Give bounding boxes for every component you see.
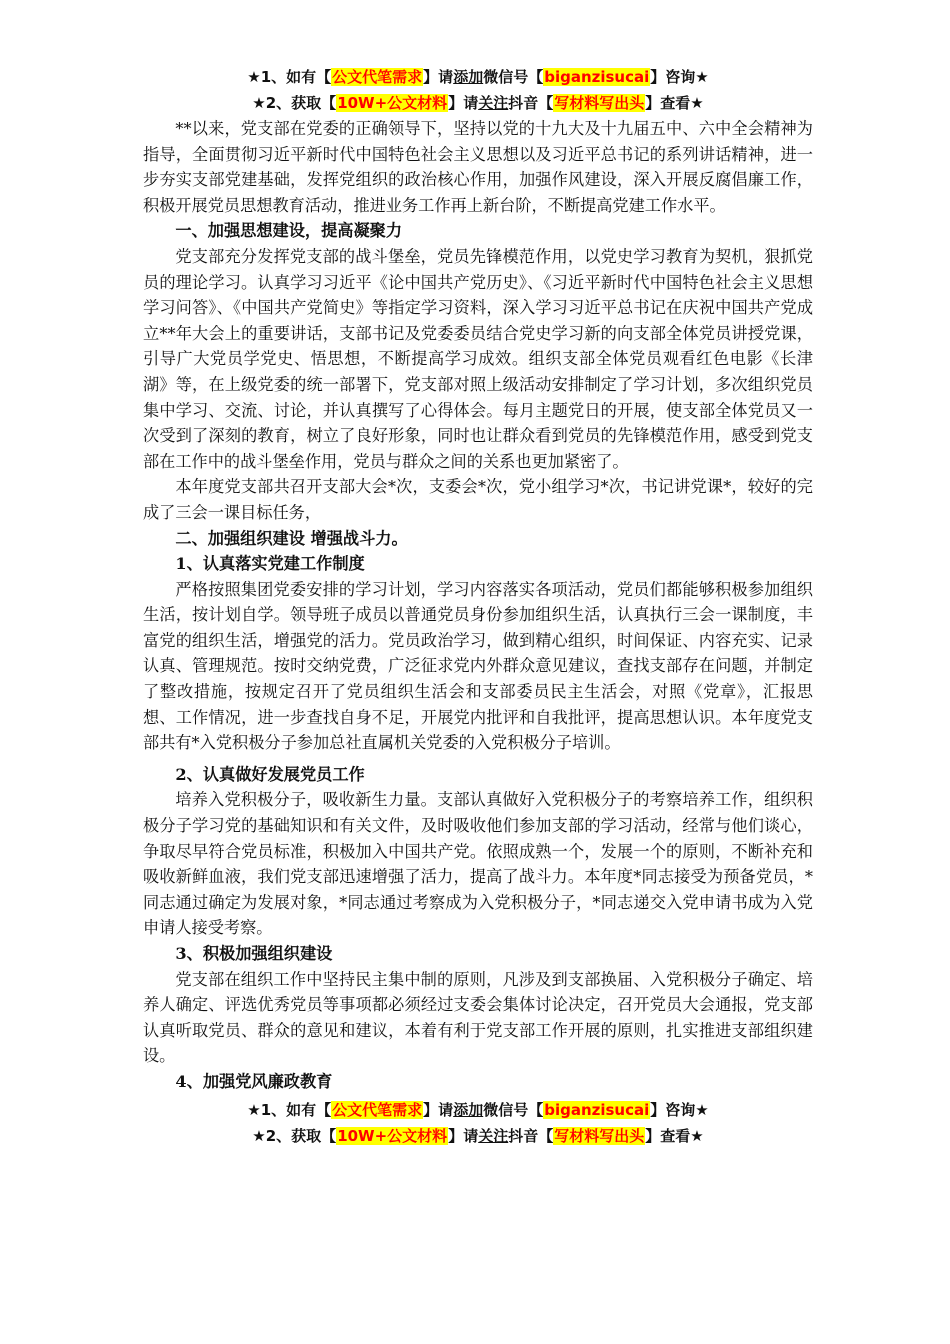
footer-1-highlight-wechat-id: biganzisucai: [544, 1100, 650, 1119]
footer-2-prefix: ★2、获取【: [252, 1126, 337, 1145]
footer-1-prefix: ★1、如有【: [247, 1100, 332, 1119]
subsection-2-paragraph: 培养入党积极分子，吸收新生力量。支部认真做好入党积极分子的考察培养工作，组织积极分子学习党的基础知识和有关文件，及时吸收他们参加支部的学习活动，经常与他们谈心，争取尽早符合党员标准，积极加入中国共产党。依照成熟一个，发展一个的原则，不断补充和吸收新鲜血液，我们党支部迅速增强了活力，提高了战斗力。本年度*同志接受为预备党员，*同志通过确定为发展对象，*同志通过考察成为入党积极分子，*同志递交入党申请书成为入党申请人接受考察。: [143, 790, 813, 938]
banner-2-mid-2: 抖音【: [508, 94, 554, 112]
section-1-paragraph-1: 党支部充分发挥党支部的战斗堡垒，党员先锋模范作用，以党史学习教育为契机，狠抓党员的理论学习。认真学习习近平《论中国共产党历史》、《习近平新时代中国特色社会主义思想学习问答》、《中国共产党简史》等指定学习资料，深入学习习近平总书记在庆祝中国共产党成立**年大会上的重要讲话，支部书记及党委委员结合党史学习新的向支部全体党员讲授党课，引导广大党员学党史、悟思想，不断提高学习成效。组织支部全体党员观看红色电影《长津湖》等，在上级党委的统一部署下，党支部对照上级活动安排制定了学习计划，多次组织党员集中学习、交流、讨论，并认真撰写了心得体会。每月主题党日的开展，使支部全体党员又一次受到了深刻的教育，树立了良好形象，同时也让群众看到党员的先锋模范作用，感受到党支部在工作中的战斗堡垒作用，党员与群众之间的关系也更加紧密了。: [143, 246, 813, 471]
footer-banner-line-1: [143, 1097, 813, 1123]
section-heading-1: 一、加强思想建设，提高凝聚力: [175, 221, 403, 241]
footer-banner: [143, 1097, 813, 1149]
promo-banner-line-2: [143, 90, 813, 116]
banner-1-highlight-service: 公文代笔需求: [332, 68, 423, 86]
banner-1-mid-2: 微信号【: [483, 68, 544, 86]
intro-paragraph: **以来，党支部在党委的正确领导下，坚持以党的十九大及十九届五中、六中全会精神为指导，全面贯彻习近平新时代中国特色社会主义思想以及习近平总书记的系列讲话精神，进一步夯实支部党建基础，发挥党组织的政治核心作用，加强作风建设，深入开展反腐倡廉工作，积极开展党员思想教育活动，推进业务工作再上新台阶，不断提高党建工作水平。: [143, 119, 813, 215]
banner-1-mid: 】请: [423, 68, 454, 86]
banner-2-emphasis: 关注: [478, 94, 509, 112]
promo-banner-line-1: [143, 64, 813, 90]
footer-1-suffix: 】咨询★: [650, 1100, 709, 1119]
subsection-heading-2: 2、认真做好发展党员工作: [175, 764, 365, 784]
footer-2-emphasis: 关注: [478, 1126, 509, 1145]
subsection-heading-1: 1、认真落实党建工作制度: [175, 554, 365, 574]
section-1-paragraph-2: 本年度党支部共召开支部大会*次，支委会*次，党小组学习*次，书记讲党课*，较好的完成了三会一课目标任务，: [143, 477, 813, 522]
banner-1-emphasis: 添加: [453, 68, 484, 86]
subsection-heading-3: 3、积极加强组织建设: [175, 944, 333, 963]
footer-2-mid: 】请: [448, 1126, 479, 1145]
banner-2-highlight-account: 写材料写出头: [554, 94, 645, 112]
footer-2-highlight-account: 写材料写出头: [554, 1126, 645, 1145]
footer-1-mid-2: 微信号【: [483, 1100, 544, 1119]
subsection-heading-4: 4、加强党风廉政教育: [175, 1071, 333, 1091]
banner-1-suffix: 】咨询★: [650, 68, 709, 86]
document-page: [143, 64, 813, 1149]
document-body: [143, 116, 813, 1095]
banner-2-highlight-materials: 10W+公文材料: [337, 94, 448, 112]
banner-1-prefix: ★1、如有【: [247, 68, 332, 86]
footer-banner-line-2: [143, 1123, 813, 1149]
footer-2-mid-2: 抖音【: [508, 1126, 554, 1145]
footer-2-highlight-materials: 10W+公文材料: [337, 1126, 448, 1145]
subsection-3-paragraph: 党支部在组织工作中坚持民主集中制的原则，凡涉及到支部换届、入党积极分子确定、培养人确定、评选优秀党员等事项都必须经过支委会集体讨论决定，召开党员大会通报，党支部认真听取党员、群众的意见和建议，本着有利于党支部工作开展的原则，扎实推进支部组织建设。: [143, 969, 813, 1066]
section-heading-2: 二、加强组织建设 增强战斗力。: [175, 528, 408, 548]
footer-1-mid: 】请: [423, 1100, 454, 1119]
banner-2-suffix: 】查看★: [645, 94, 704, 112]
banner-2-mid: 】请: [448, 94, 479, 112]
banner-2-prefix: ★2、获取【: [252, 94, 337, 112]
footer-1-emphasis: 添加: [453, 1100, 484, 1119]
footer-1-highlight-service: 公文代笔需求: [332, 1100, 423, 1119]
banner-1-highlight-wechat-id: biganzisucai: [544, 68, 650, 86]
footer-2-suffix: 】查看★: [645, 1126, 704, 1145]
subsection-1-paragraph: 严格按照集团党委安排的学习计划，学习内容落实各项活动，党员们都能够积极参加组织生活，按计划自学。领导班子成员以普通党员身份参加组织生活，认真执行三会一课制度，丰富党的组织生活，增强党的活力。党员政治学习，做到精心组织，时间保证、内容充实、记录认真、管理规范。按时交纳党费，广泛征求党内外群众意见建议，查找支部存在问题，并制定了整改措施，按规定召开了党员组织生活会和支部委员民主生活会，对照《党章》，汇报思想、工作情况，进一步查找自身不足，开展党内批评和自我批评，提高思想认识。本年度党支部共有*入党积极分子参加总社直属机关党委的入党积极分子培训。: [143, 579, 813, 753]
